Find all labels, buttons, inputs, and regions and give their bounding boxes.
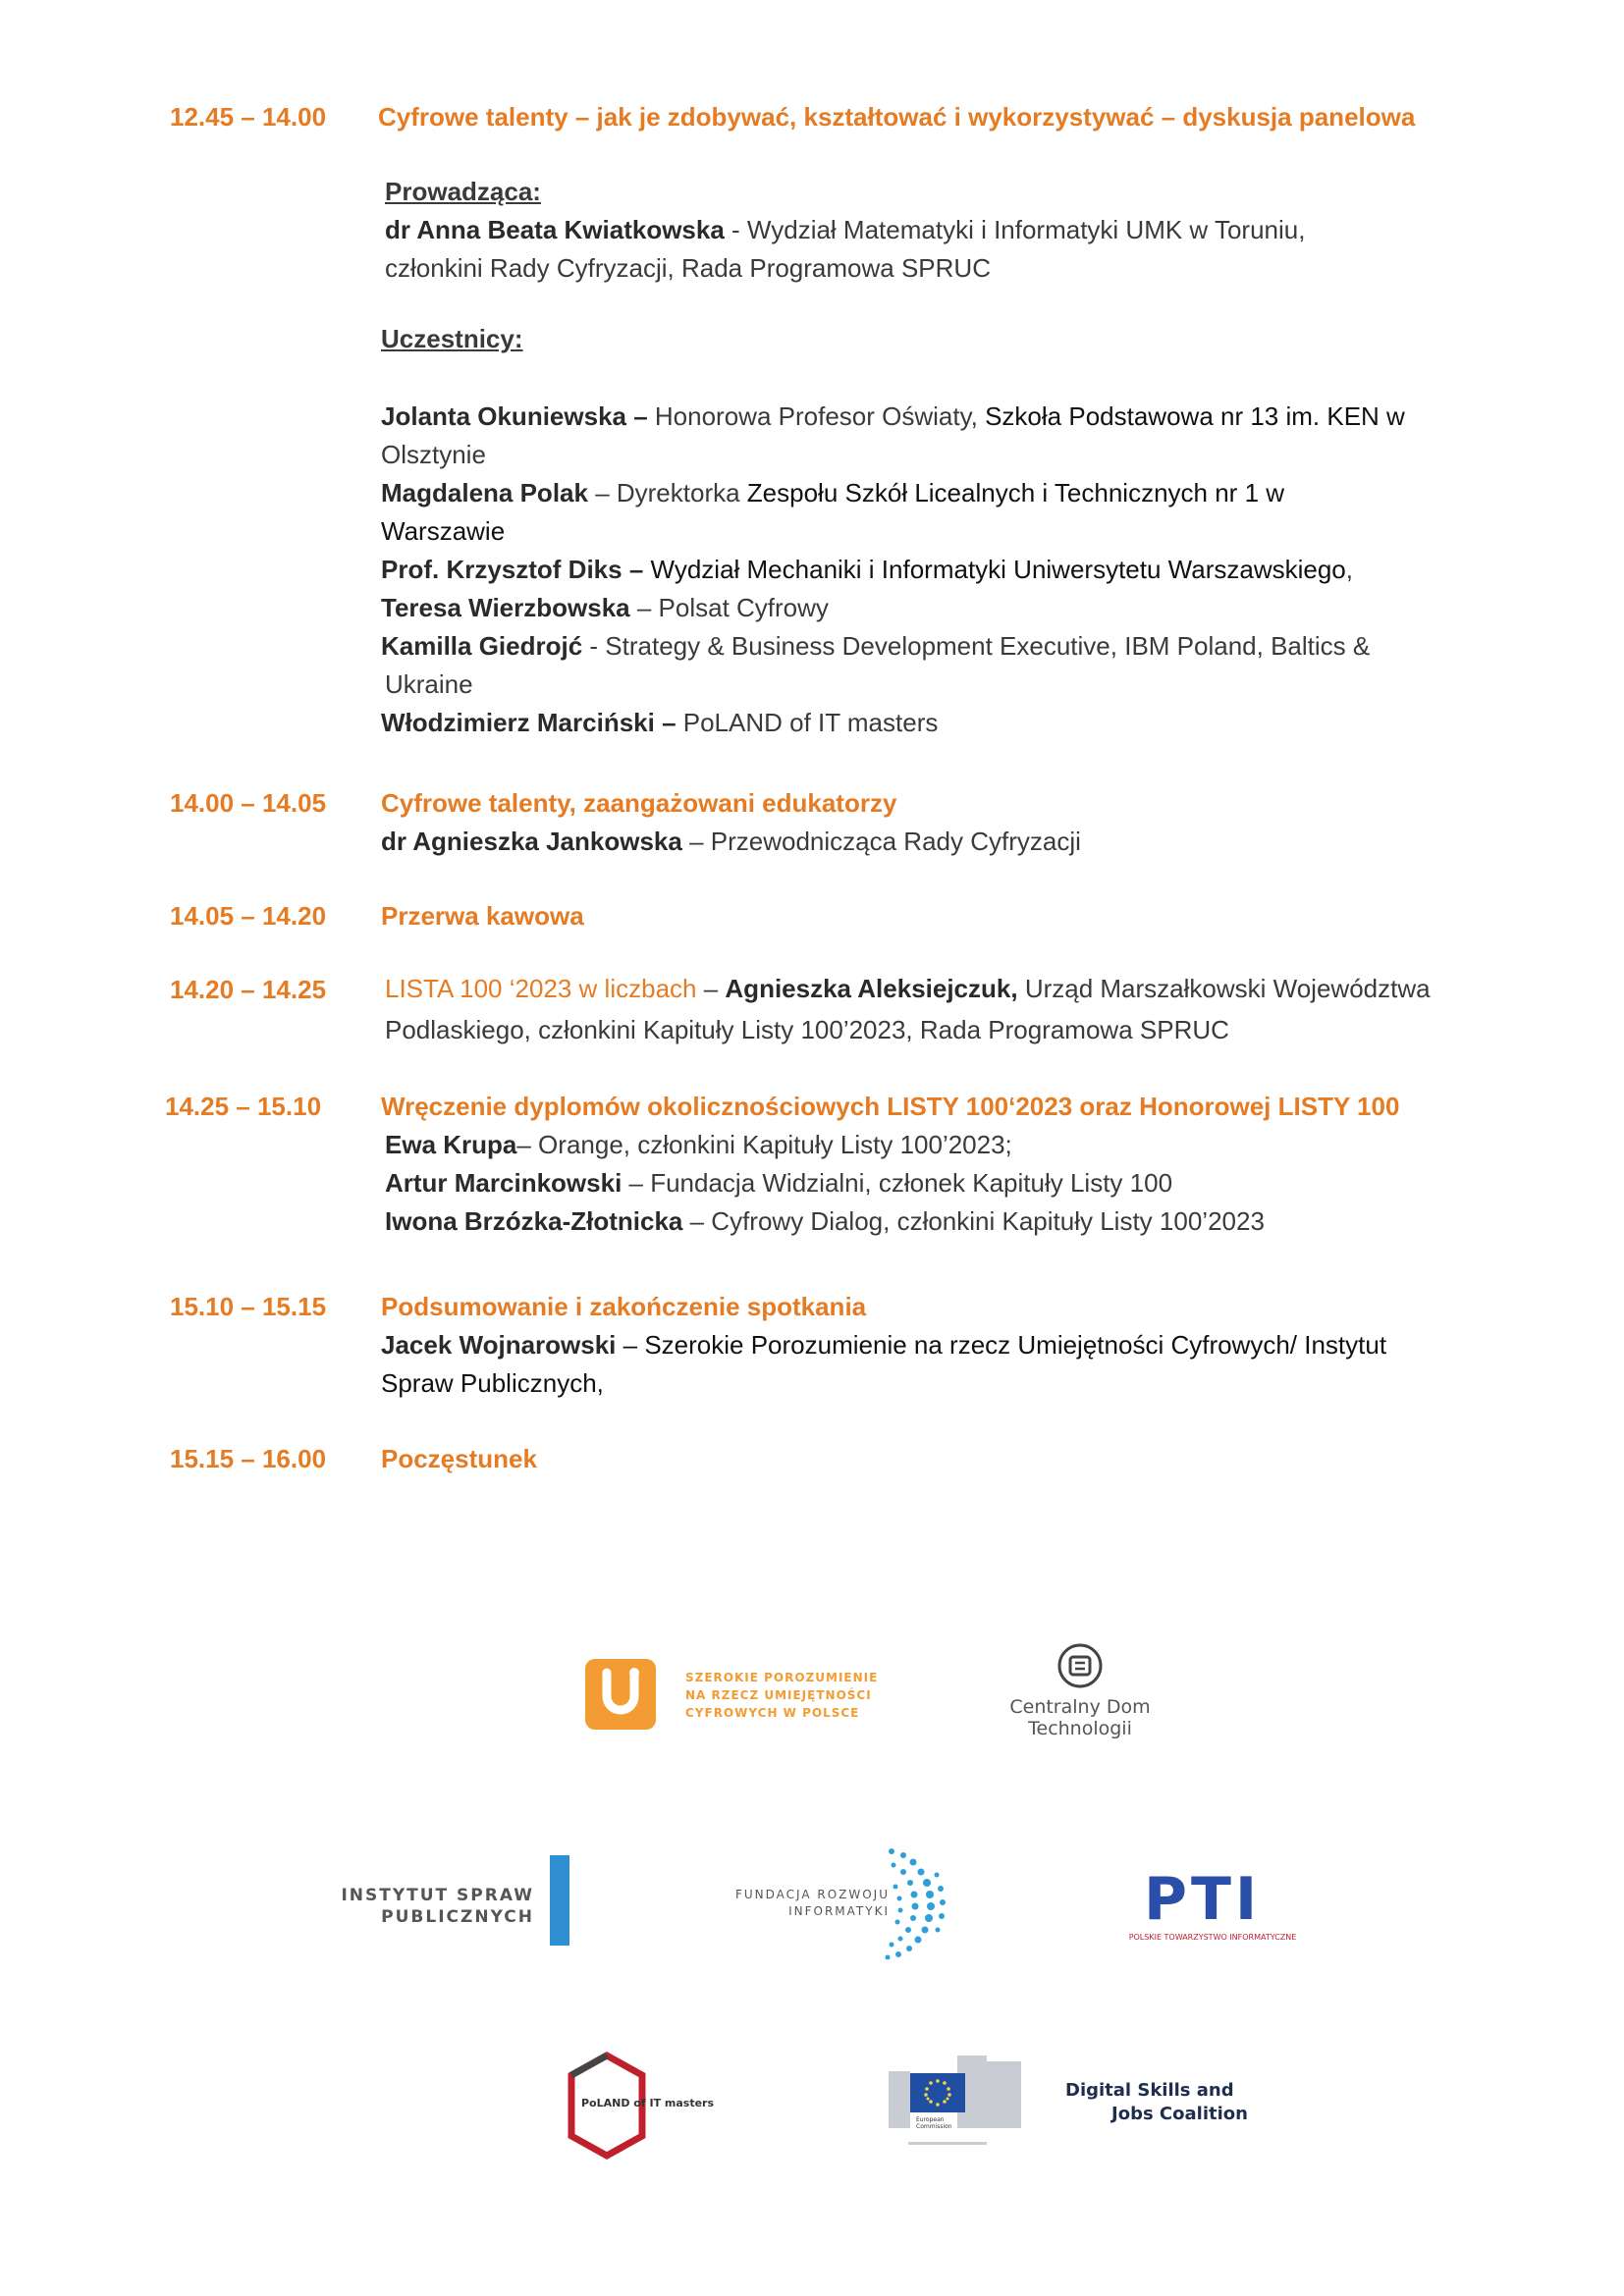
participant-desc: PoLAND of IT masters bbox=[676, 708, 939, 737]
speaker-desc: – Cyfrowy Dialog, członkini Kapituły Listy 100’2023 bbox=[682, 1206, 1265, 1236]
pti-mark: PTI bbox=[1144, 1865, 1262, 1934]
ec-building-icon bbox=[889, 2052, 1021, 2130]
fri-logo bbox=[717, 1845, 952, 1963]
lista-line-2: Podlaskiego, członkini Kapituły Listy 100’2023, Rada Programowa SPRUC bbox=[385, 1015, 1229, 1044]
time-slot-2: 14.00 – 14.05 bbox=[170, 788, 327, 818]
session-title-1: Cyfrowe talenty – jak je zdobywać, kształtować i wykorzystywać – dyskusja panelowa bbox=[378, 102, 1416, 132]
host-label: Prowadząca: bbox=[385, 177, 541, 206]
participant-3 bbox=[381, 551, 1353, 589]
participant-1 bbox=[381, 398, 1405, 436]
participant-name: Prof. Krzysztof Diks – bbox=[381, 555, 644, 584]
participant-desc: Wydział Mechaniki i Informatyki Uniwersytetu Warszawskiego bbox=[643, 555, 1346, 584]
speaker-name: Jacek Wojnarowski bbox=[381, 1330, 617, 1360]
participant-5-cont: Ukraine bbox=[385, 669, 473, 699]
host-line-1 bbox=[385, 211, 1305, 249]
lista-dash: – bbox=[696, 974, 726, 1003]
summary-line-2: Spraw Publicznych, bbox=[381, 1368, 604, 1398]
time-slot-5: 14.25 – 15.10 bbox=[165, 1092, 322, 1121]
participant-2-cont: Warszawie bbox=[381, 516, 506, 546]
session-title-7: Poczęstunek bbox=[381, 1444, 537, 1473]
fri-dots-icon bbox=[874, 1845, 952, 1963]
participant-2 bbox=[381, 474, 1284, 512]
participant-name: Magdalena Polak bbox=[381, 478, 588, 507]
pti-logo bbox=[1095, 1865, 1330, 1949]
ec-line-1: European bbox=[916, 2116, 945, 2123]
ec-logo bbox=[889, 2052, 1021, 2160]
time-slot-6: 15.10 – 15.15 bbox=[170, 1292, 327, 1321]
participant-desc: Honorowa Profesor Oświaty, bbox=[647, 401, 986, 431]
participant-name: Teresa Wierzbowska bbox=[381, 593, 630, 622]
isp-logo bbox=[341, 1855, 569, 1949]
speaker-name: Artur Marcinkowski bbox=[385, 1168, 623, 1198]
edu-line bbox=[381, 823, 1081, 861]
participant-4 bbox=[381, 589, 829, 627]
session-title-4: LISTA 100 ‘2023 w liczbach bbox=[385, 974, 697, 1003]
dsjc-logo bbox=[1065, 2079, 1262, 2138]
session-title-2: Cyfrowe talenty, zaangażowani edukatorzy bbox=[381, 788, 897, 818]
speaker-name: Ewa Krupa bbox=[385, 1130, 517, 1159]
host-name: dr Anna Beata Kwiatkowska bbox=[385, 215, 725, 244]
dsjc-line-2: Jobs Coalition bbox=[1111, 2104, 1248, 2124]
award-line-1 bbox=[385, 1126, 1012, 1164]
fri-line-1: FUNDACJA ROZWOJU bbox=[734, 1888, 890, 1901]
host-desc-2: członkini Rady Cyfryzacji, Rada Programowa SPRUC bbox=[385, 253, 991, 283]
award-line-3 bbox=[385, 1202, 1265, 1241]
poland-it-logo bbox=[568, 2052, 744, 2160]
speaker-name: dr Agnieszka Jankowska bbox=[381, 827, 682, 856]
speaker-desc: – Fundacja Widzialni, członek Kapituły Listy 100 bbox=[622, 1168, 1173, 1198]
cdt-line-2: Technologii bbox=[1028, 1718, 1132, 1739]
ec-underline bbox=[908, 2142, 987, 2145]
lista-line bbox=[385, 970, 1431, 1008]
time-slot-3: 14.05 – 14.20 bbox=[170, 901, 327, 931]
speaker-name: Agnieszka Aleksiejczuk, bbox=[725, 974, 1018, 1003]
cdt-line-1: Centralny Dom bbox=[1009, 1696, 1151, 1718]
isp-line-1: INSTYTUT SPRAW bbox=[341, 1886, 534, 1905]
participant-name: Jolanta Okuniewska – bbox=[381, 401, 648, 431]
fri-line-2: INFORMATYKI bbox=[788, 1904, 890, 1918]
cdt-icon bbox=[1056, 1641, 1105, 1690]
participant-1-cont: Olsztynie bbox=[381, 440, 486, 469]
participant-desc: – Dyrektorka bbox=[587, 478, 747, 507]
spruc-line-2: NA RZECZ UMIEJĘTNOŚCI bbox=[685, 1688, 872, 1702]
speaker-desc: – Przewodnicząca Rady Cyfryzacji bbox=[681, 827, 1081, 856]
participant-5 bbox=[381, 627, 1370, 666]
participant-org: Zespołu Szkół Licealnych i Technicznych nr 1 w bbox=[746, 478, 1285, 507]
summary-line bbox=[381, 1326, 1386, 1364]
participant-name: Włodzimierz Marciński – bbox=[381, 708, 677, 737]
session-title-5: Wręczenie dyplomów okolicznościowych LISTY 100‘2023 oraz Honorowej LISTY 100 bbox=[381, 1092, 1400, 1121]
spruc-icon bbox=[585, 1659, 656, 1730]
participant-org: Szkoła Podstawowa nr 13 im. KEN w bbox=[985, 401, 1405, 431]
speaker-desc: Urząd Marszałkowski Województwa bbox=[1017, 974, 1431, 1003]
participant-desc-end: , bbox=[1345, 555, 1353, 584]
cdt-logo bbox=[1001, 1641, 1159, 1739]
participant-desc: - Strategy & Business Development Executive, IBM Poland, Baltics & bbox=[582, 631, 1371, 661]
participant-name: Kamilla Giedrojć bbox=[381, 631, 583, 661]
pti-subtitle: POLSKIE TOWARZYSTWO INFORMATYCZNE bbox=[1128, 1933, 1297, 1942]
spruc-line-1: SZEROKIE POROZUMIENIE bbox=[685, 1671, 879, 1684]
poland-it-text: PoLAND of IT masters bbox=[581, 2097, 715, 2109]
isp-line-2: PUBLICZNYCH bbox=[381, 1907, 534, 1927]
time-slot-4: 14.20 – 14.25 bbox=[170, 975, 327, 1004]
spruc-line-3: CYFROWYCH W POLSCE bbox=[685, 1706, 860, 1720]
speaker-desc: – Szerokie Porozumienie na rzecz Umiejętności Cyfrowych/ Instytut bbox=[616, 1330, 1387, 1360]
speaker-name: Iwona Brzózka-Złotnicka bbox=[385, 1206, 683, 1236]
time-slot-7: 15.15 – 16.00 bbox=[170, 1444, 327, 1473]
participant-desc: – Polsat Cyfrowy bbox=[629, 593, 829, 622]
ec-line-2: Commission bbox=[916, 2123, 952, 2130]
dsjc-line-1: Digital Skills and bbox=[1065, 2080, 1234, 2101]
time-slot-1: 12.45 – 14.00 bbox=[170, 102, 327, 132]
participants-label: Uczestnicy: bbox=[381, 324, 523, 353]
isp-bar bbox=[550, 1855, 569, 1946]
session-title-3: Przerwa kawowa bbox=[381, 901, 584, 931]
host-desc: - Wydział Matematyki i Informatyki UMK w Toruniu, bbox=[724, 215, 1306, 244]
session-title-6: Podsumowanie i zakończenie spotkania bbox=[381, 1292, 867, 1321]
award-line-2 bbox=[385, 1164, 1172, 1202]
speaker-desc: – Orange, członkini Kapituły Listy 100’2023; bbox=[516, 1130, 1012, 1159]
participant-6 bbox=[381, 704, 938, 742]
